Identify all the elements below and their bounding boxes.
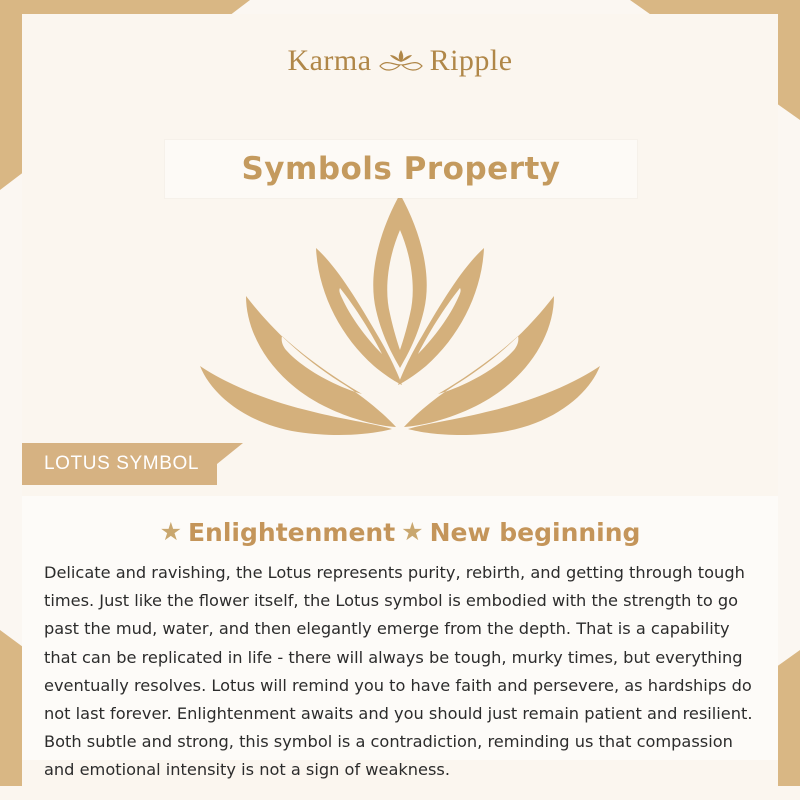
brand-wordmark xyxy=(287,44,512,78)
brand-name-left: Karma xyxy=(287,44,372,77)
description-paragraph: Delicate and ravishing, the Lotus represents purity, rebirth, and getting through tough times. Just like the flower itself, the Lotus symbol is embodied with the strength to go past the mud, water, and then elegantly emerge from the depth. That is a capability that can be replicated in life - there will always be tough, murky times, but everything eventually resolves. Lotus will remind you to have faith and persevere, as hardships do not last forever. Enlightenment awaits and you should just remain patient and resilient. Both subtle and strong, this symbol is a contradiction, reminding us that compassion and emotional intensity is not a sign of weakness. xyxy=(44,563,753,780)
description-card xyxy=(22,496,778,780)
lotus-flower-illustration xyxy=(190,186,610,476)
keyword-enlightenment: Enlightenment xyxy=(187,518,396,547)
title-band xyxy=(165,140,637,198)
star-icon-middle: ★ xyxy=(401,518,424,546)
ribbon-tail xyxy=(217,443,243,485)
keyword-new-beginning: New beginning xyxy=(429,518,641,547)
lotus-ornament-icon xyxy=(378,46,424,76)
ribbon-label: LOTUS SYMBOL xyxy=(44,453,200,474)
page-title: Symbols Property xyxy=(241,151,561,187)
keyword-row xyxy=(44,518,756,547)
star-icon-left: ★ xyxy=(159,518,182,546)
ribbon-body xyxy=(22,443,217,485)
bottom-strip xyxy=(0,786,800,800)
brand-name-right: Ripple xyxy=(429,44,513,77)
brand-logo xyxy=(0,44,800,78)
lotus-symbol-ribbon xyxy=(22,443,243,485)
